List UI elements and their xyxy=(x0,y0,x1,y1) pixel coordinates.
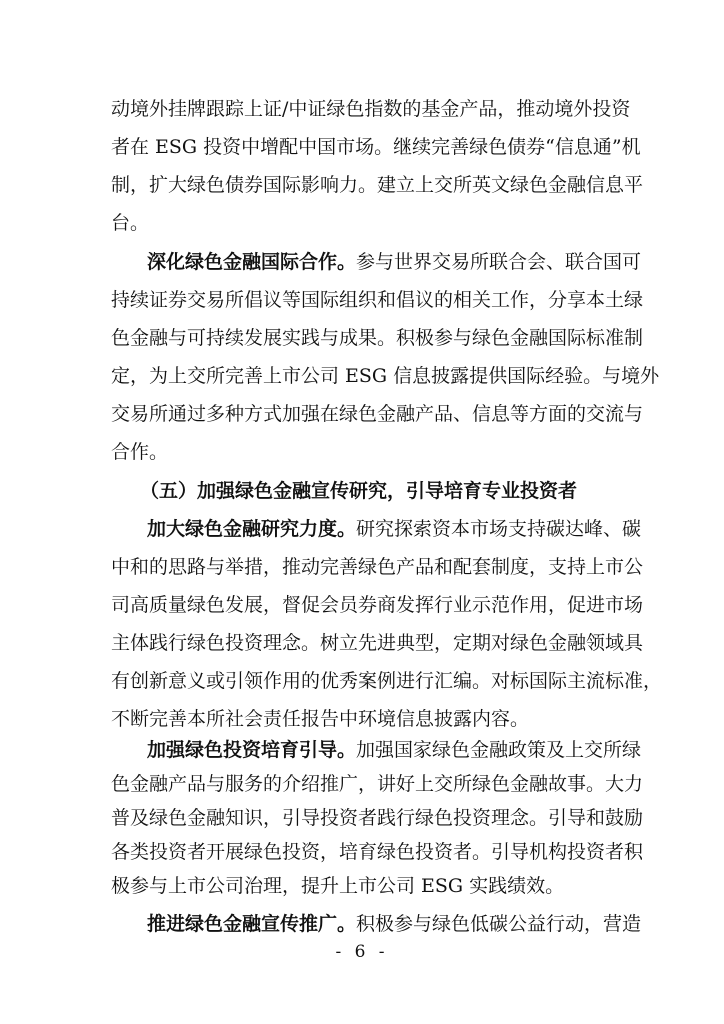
paragraph-2-line-3: 色金融与可持续发展实践与成果。积极参与绿色金融国际标准制 xyxy=(111,327,644,349)
paragraph-4-line-5: 极参与上市公司治理，提升上市公司 ESG 实践绩效。 xyxy=(111,875,565,897)
paragraph-4-line-1 xyxy=(147,738,642,762)
paragraph-2-lead: 深化绿色金融国际合作。 xyxy=(147,251,357,273)
paragraph-3-first-line-rest: 研究探索资本市场支持碳达峰、碳 xyxy=(356,518,642,540)
paragraph-3-line-4: 主体践行绿色投资理念。树立先进典型，定期对绿色金融领域具 xyxy=(111,632,644,654)
paragraph-1-line-1: 动境外挂牌跟踪上证/中证绿色指数的基金产品，推动境外投资 xyxy=(111,98,631,120)
paragraph-1-line-2: 者在 ESG 投资中增配中国市场。继续完善绿色债券“信息通”机 xyxy=(111,136,641,158)
paragraph-3-line-6: 不断完善本所社会责任报告中环境信息披露内容。 xyxy=(111,708,530,730)
paragraph-5-lead: 推进绿色金融宣传推广。 xyxy=(147,913,357,935)
paragraph-1-line-4: 台。 xyxy=(111,212,150,234)
paragraph-4-line-4: 各类投资者开展绿色投资，培育绿色投资者。引导机构投资者积 xyxy=(111,841,644,863)
paragraph-1-line-3: 制，扩大绿色债券国际影响力。建立上交所英文绿色金融信息平 xyxy=(111,174,644,196)
paragraph-3-line-3: 司高质量绿色发展，督促会员券商发挥行业示范作用，促进市场 xyxy=(111,594,644,616)
paragraph-4-line-2: 色金融产品与服务的介绍推广，讲好上交所绿色金融故事。大力 xyxy=(111,773,644,795)
paragraph-3-line-5: 有创新意义或引领作用的优秀案例进行汇编。对标国际主流标准， xyxy=(111,670,663,692)
paragraph-4-line-3: 普及绿色金融知识，引导投资者践行绿色投资理念。引导和鼓励 xyxy=(111,807,644,829)
paragraph-3-lead: 加大绿色金融研究力度。 xyxy=(147,518,357,540)
paragraph-3-line-2: 中和的思路与举措，推动完善绿色产品和配套制度，支持上市公 xyxy=(111,556,644,578)
paragraph-5-first-line-rest: 积极参与绿色低碳公益行动，营造 xyxy=(356,913,642,935)
paragraph-2-first-line-rest: 参与世界交易所联合会、联合国可 xyxy=(356,251,642,273)
paragraph-2-line-1 xyxy=(147,250,642,274)
paragraph-2-line-6: 合作。 xyxy=(111,441,169,463)
paragraph-2-line-5: 交易所通过多种方式加强在绿色金融产品、信息等方面的交流与 xyxy=(111,403,644,425)
paragraph-4-first-line-rest: 加强国家绿色金融政策及上交所绿 xyxy=(356,739,642,761)
paragraph-2-line-4: 定，为上交所完善上市公司 ESG 信息披露提供国际经验。与境外 xyxy=(111,365,660,387)
section-heading: （五）加强绿色金融宣传研究，引导培育专业投资者 xyxy=(140,480,578,502)
paragraph-3-line-1 xyxy=(147,517,642,541)
paragraph-4-lead: 加强绿色投资培育引导。 xyxy=(147,739,357,761)
paragraph-5-line-1 xyxy=(147,912,642,936)
paragraph-2-line-2: 持续证券交易所倡议等国际组织和倡议的相关工作，分享本土绿 xyxy=(111,289,644,311)
page-number: - 6 - xyxy=(335,942,389,962)
